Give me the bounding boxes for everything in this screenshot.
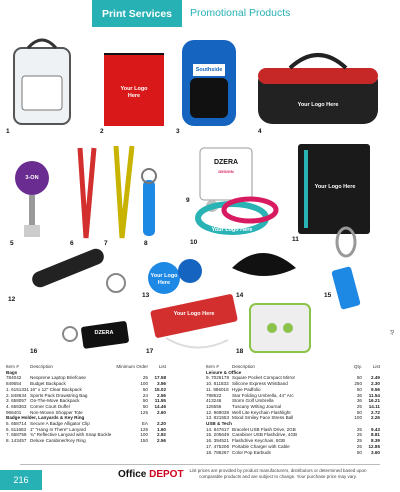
item-price: 11.54: [368, 392, 380, 398]
red-lanyard-image: [80, 148, 94, 238]
item-code: 6151331: [11, 386, 30, 392]
yoyo-logo-text: 3-ON: [25, 175, 39, 181]
item-quantity: 24: [142, 392, 148, 398]
product-number: 11: [292, 236, 299, 243]
col-list: List: [372, 364, 380, 369]
col-description: Description: [30, 364, 53, 369]
item-price: 8.81: [371, 432, 380, 438]
product-number: 1: [6, 128, 10, 135]
col-item: Item #: [6, 364, 19, 369]
stress-ball-logo-text: Your Logo Here: [150, 273, 178, 286]
item-index: 2.: [6, 392, 10, 398]
item-code: 658363: [11, 403, 27, 409]
item-price: 14.11: [368, 403, 380, 409]
item-price: 1.60: [157, 426, 166, 432]
item-description: Sports Pack Drawstring Bag: [30, 392, 88, 398]
item-index: 15.: [206, 432, 213, 438]
col-list: List: [158, 364, 166, 369]
reflective-lanyard-image: [116, 146, 132, 238]
item-code: 969038: [213, 409, 230, 415]
item-description: Silicone Express Wristband: [232, 381, 288, 387]
col-description: Description: [232, 364, 255, 369]
item-code: 847617: [213, 426, 230, 432]
product-number: 18: [236, 348, 244, 355]
item-number: 413246: [206, 398, 222, 404]
item-quantity: 25: [356, 432, 362, 438]
item-code: 821553: [213, 415, 230, 421]
item-price: 9.43: [371, 426, 380, 432]
usb-logo-text: DZERA: [94, 330, 114, 336]
duffel-bag-image: [258, 55, 378, 124]
item-index: 18.: [206, 449, 213, 455]
item-price: 2.20: [157, 421, 166, 427]
item-code: 611683: [11, 426, 27, 432]
item-code: 7026178: [211, 375, 230, 381]
backpack-logo-text: Southside: [195, 67, 223, 73]
item-price: 2.60: [157, 409, 166, 415]
item-index: 10.: [206, 381, 213, 387]
table-row: [6, 438, 166, 444]
product-number: 15: [324, 292, 332, 299]
product-number: 8: [144, 240, 148, 247]
item-quantity: 50: [142, 398, 148, 404]
item-code: 475206: [213, 443, 230, 449]
table-header: [6, 364, 166, 370]
item-price: 12.85: [368, 443, 380, 449]
item-number: 784042: [6, 375, 22, 381]
col-minimum: Minimum Order: [116, 364, 148, 369]
badge-reel-image: [15, 161, 49, 237]
item-code: 143457: [11, 438, 27, 444]
item-price: 8.39: [371, 438, 380, 444]
item-description: Hype Padfolio: [232, 386, 261, 392]
item-index: 14.: [206, 426, 213, 432]
item-quantity: 25: [356, 403, 362, 409]
logo-office: Office: [118, 469, 147, 480]
item-code: 848634: [11, 392, 27, 398]
product-number: 14: [236, 292, 244, 299]
item-quantity: 36: [356, 398, 362, 404]
item-code: 786267: [213, 449, 230, 455]
item-quantity: 50: [356, 386, 362, 392]
office-depot-logo: [118, 469, 184, 480]
item-description: Corner Court Duffel: [30, 403, 70, 409]
blue-backpack-image: [182, 40, 236, 126]
side-tab-label: Pr: [388, 330, 394, 335]
item-quantity: 125: [140, 426, 148, 432]
product-number: 2: [100, 128, 104, 135]
item-price: 15.02: [154, 386, 166, 392]
col-item: Item #: [206, 364, 219, 369]
item-quantity: 50: [356, 449, 362, 455]
section-label: Bags: [6, 369, 18, 375]
product-number: 9: [186, 197, 190, 204]
item-index: 1.: [6, 386, 10, 392]
item-number: 126556: [206, 403, 222, 409]
item-description: 16" x 12" Clear Backpack: [30, 386, 82, 392]
item-index: 3.: [6, 398, 10, 404]
usb-bracelet-image: [232, 253, 296, 276]
mirror-logo-text: DZERA: [213, 159, 239, 166]
item-price: 3.60: [371, 449, 380, 455]
item-quantity: 100: [140, 381, 148, 387]
item-price: 2.72: [371, 409, 380, 415]
product-number: 5: [10, 240, 14, 247]
product-number: 17: [146, 348, 154, 355]
item-price: 11.55: [154, 398, 166, 404]
item-description: Neoprene Laptop Briefcase: [30, 375, 86, 381]
item-quantity: 125: [140, 409, 148, 415]
item-index: 17.: [206, 443, 213, 449]
item-price: 14.46: [154, 403, 166, 409]
portable-charger-image: [150, 294, 238, 348]
product-number: 12: [8, 296, 16, 303]
item-price: 3.56: [157, 381, 166, 387]
logo-depot: DEPOT: [149, 469, 184, 480]
section-label: USB & Tech: [206, 421, 232, 427]
item-description: Deluxe Carabiner/Key Ring: [30, 438, 86, 444]
item-price: 16.21: [368, 398, 380, 404]
item-description: On-The-Move Backpack: [30, 398, 80, 404]
item-quantity: 50: [356, 409, 362, 415]
item-code: 811833: [213, 381, 229, 387]
item-price: 2.56: [157, 438, 166, 444]
item-code: 658057: [11, 398, 27, 404]
item-price: 2.30: [371, 381, 380, 387]
item-quantity: 50: [142, 403, 148, 409]
carabiner-keyring-image: [142, 169, 156, 236]
clear-backpack-image: [14, 40, 70, 124]
item-description: Carabiner USB Flashdrive, 4GB: [232, 432, 298, 438]
keychain-flashlight-image: [30, 246, 125, 292]
item-price: 9.56: [371, 386, 380, 392]
item-price: 2.26: [371, 415, 380, 421]
item-index: 7.: [6, 432, 10, 438]
item-index: 13.: [206, 415, 213, 421]
table-row: [206, 415, 380, 421]
item-price: 17.58: [154, 375, 166, 381]
item-number: 966401: [6, 409, 22, 415]
item-description: Storm Golf Umbrella: [232, 398, 274, 404]
product-number: 6: [70, 240, 74, 247]
item-index: 11.: [206, 386, 213, 392]
mirror-logo-subtext: DESIGN: [218, 169, 234, 174]
item-quantity: 100: [140, 432, 148, 438]
price-table-left: [6, 364, 166, 444]
tab-promotional-products[interactable]: Promotional Products: [190, 7, 291, 19]
item-index: 4.: [6, 403, 10, 409]
item-index: 6.: [6, 426, 10, 432]
product-number: 4: [258, 128, 262, 135]
item-code: 658714: [11, 421, 27, 427]
item-number: [6, 438, 30, 444]
item-description: Portable Charger with Cable: [232, 443, 290, 449]
item-quantity: 50: [356, 375, 362, 381]
item-description: Mood Smiley Face Stress Ball: [232, 415, 294, 421]
item-price: 2.56: [157, 392, 166, 398]
item-quantity: 250: [354, 381, 362, 387]
item-quantity: 25: [142, 375, 148, 381]
item-description: Bracelet USB Flash Drive, 2GB: [232, 426, 296, 432]
item-quantity: 25: [356, 443, 362, 449]
section-label: Leisure & Office: [206, 369, 242, 375]
tab-print-services[interactable]: Print Services: [92, 0, 182, 27]
item-number: 849554: [6, 381, 22, 387]
item-index: 5.: [6, 421, 10, 427]
item-code: 886016: [213, 386, 229, 392]
item-description: Color Pop Earbuds: [232, 449, 271, 455]
item-code: 658759: [11, 432, 27, 438]
item-price: 2.92: [157, 432, 166, 438]
col-qty: Qty.: [353, 364, 362, 369]
earbuds-image: [250, 304, 310, 352]
item-description: 1" "Hang In There" Lanyard: [30, 426, 86, 432]
product-number: 10: [190, 239, 198, 246]
page-header: [0, 0, 400, 27]
item-index: 12.: [206, 409, 213, 415]
item-quantity: EA: [141, 421, 148, 427]
footer-divider: [20, 464, 380, 465]
wristband-logo-text: Your Logo Here: [211, 227, 253, 233]
disclaimer-text: List prices are provided by product manufacturers, distributors or determined based upon comparable products and are subject to change. Your purchase price may vary.: [189, 468, 367, 479]
item-quantity: 100: [354, 415, 362, 421]
journal-logo-text: Your Logo Here: [314, 184, 356, 190]
item-description: ¾" Reflective Lanyard with Snap Buckle: [30, 432, 112, 438]
drawstring-logo-text: Your Logo Here: [120, 86, 148, 99]
product-number: 7: [104, 240, 108, 247]
item-quantity: 25: [356, 426, 362, 432]
item-description: Star Folding Umbrella, 44" Arc: [232, 392, 294, 398]
powerbank-logo-text: Your Logo Here: [173, 311, 215, 317]
item-quantity: 36: [356, 392, 362, 398]
price-table-right: [206, 364, 380, 455]
item-index: 9.: [206, 375, 210, 381]
product-number: 16: [30, 348, 38, 355]
carabiner-usb-image: [331, 228, 361, 310]
item-description: Square Pocket Compact Mirror: [232, 375, 296, 381]
item-code: 205649: [213, 432, 230, 438]
item-quantity: 50: [142, 386, 148, 392]
item-index: 16.: [206, 438, 213, 444]
duffel-logo-text: Your Logo Here: [297, 102, 339, 108]
item-description: Budget Backpack: [30, 381, 66, 387]
item-index: 8.: [6, 438, 10, 444]
item-number: [206, 450, 232, 456]
item-description: Well Lite Keychain Flashlight: [232, 409, 291, 415]
item-description: Flashdrive Keychain, 8GB: [232, 438, 286, 444]
item-code: 394521: [213, 438, 230, 444]
item-number: 798522: [206, 392, 222, 398]
item-description: Secure A Badge Alligator Clip: [30, 421, 90, 427]
item-quantity: 25: [356, 438, 362, 444]
item-description: Tuscany Writing Journal: [232, 403, 282, 409]
item-price: 2.49: [371, 375, 380, 381]
table-row: [206, 450, 380, 456]
item-description: Non-Woven Shopper Tote: [30, 409, 83, 415]
product-number: 3: [176, 128, 180, 135]
item-quantity: 150: [140, 438, 148, 444]
section-label: Badge Holder, Lanyards & Key Ring: [6, 415, 85, 421]
page-number: 216: [0, 470, 42, 490]
product-number: 13: [142, 292, 150, 299]
